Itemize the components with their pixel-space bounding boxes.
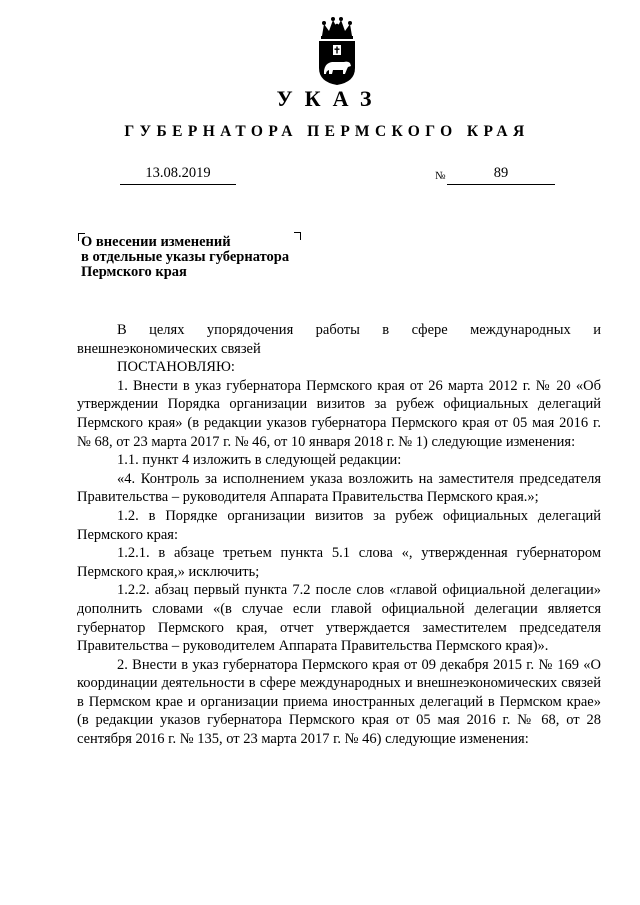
paragraph-1-2-2: 1.2.2. абзац первый пункта 7.2 после слов «главой официальной делегации» дополнить словами «(в случае если главой официальной делегации является губернатор Пермского края, отчет утверждается заместителем председателя Правительства – руководителем Аппарата Правительства Пермского края)». (77, 582, 601, 655)
subject-line: О внесении изменений (81, 234, 231, 250)
number-sign: № (435, 170, 446, 182)
document-title: УКАЗ (276, 86, 384, 111)
decree-body (77, 321, 601, 749)
perm-krai-coat-of-arms-icon (316, 16, 358, 86)
paragraph-1: 1. Внести в указ губернатора Пермского края от 26 марта 2012 г. № 20 «Об утверждении Порядка организации визитов за рубеж официальных делегаций Пермского края» (в редакции указов губернатора Пермского края от 05 мая 2016 г. № 68, от 23 марта 2017 г. № 46, от 10 января 2018 г. № 1) следующие изменения: (77, 377, 601, 450)
document-subtitle: ГУБЕРНАТОРА ПЕРМСКОГО КРАЯ (124, 123, 530, 140)
decree-date: 13.08.2019 (120, 165, 236, 185)
paragraph-1-1: 1.1. пункт 4 изложить в следующей редакции: (117, 452, 402, 469)
decree-number: 89 (447, 165, 555, 185)
subject-line: Пермского края (81, 264, 187, 280)
paragraph-1-2-1: 1.2.1. в абзаце третьем пункта 5.1 слова «, утвержденная губернатором Пермского края,» исключить; (77, 545, 601, 580)
preamble-paragraph: В целях упорядочения работы в сфере международных и внешнеэкономических связей (77, 322, 601, 357)
subject-line: в отдельные указы губернатора (81, 249, 290, 265)
paragraph-1-2: 1.2. в Порядке организации визитов за рубеж официальных делегаций Пермского края: (77, 507, 601, 543)
paragraph-1-1-quote: «4. Контроль за исполнением указа возложить на заместителя председателя Правительства – руководителя Аппарата Правительства Пермского края.»; (77, 470, 601, 506)
decree-subject (81, 235, 311, 280)
decree-word: ПОСТАНОВЛЯЮ: (117, 359, 235, 376)
paragraph-2: 2. Внести в указ губернатора Пермского края от 09 декабря 2015 г. № 169 «О координации деятельности в сфере международных и внешнеэкономических связей в Пермском крае и организации приема иностранных делегаций в Пермском крае» (в редакции указов губернатора Пермского края от 05 мая 2016 г. № 68, от 28 сентября 2016 г. № 135, от 23 марта 2017 г. № 46) следующие изменения: (77, 656, 601, 748)
